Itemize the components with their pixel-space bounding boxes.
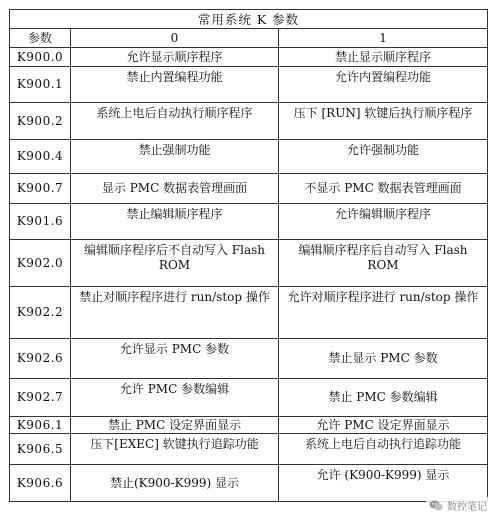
value-1-cell: 允许 (K900-K999) 显示 [279, 465, 488, 502]
table-row [10, 465, 488, 502]
value-0-cell: 禁止(K900-K999) 显示 [71, 465, 279, 502]
k-parameter-sheet [9, 9, 487, 502]
table-row [10, 287, 488, 339]
param-cell: K906.1 [10, 417, 71, 434]
k-parameter-table [9, 9, 488, 502]
value-1-cell: 允许 PMC 设定界面显示 [279, 417, 488, 434]
value-0-cell: 允许显示 PMC 参数 [71, 339, 279, 379]
value-0-cell: 压下[EXEC] 软键执行追踪功能 [71, 434, 279, 465]
value-1-cell: 系统上电后自动执行追踪功能 [279, 434, 488, 465]
value-0-cell: 禁止编辑顺序程序 [71, 204, 279, 240]
value-0-cell: 系统上电后自动执行顺序程序 [71, 103, 279, 140]
watermark [426, 497, 490, 514]
table-title: 常用系统 K 参数 [10, 10, 488, 29]
param-cell: K902.6 [10, 339, 71, 379]
value-1-cell: 允许强制功能 [279, 140, 488, 174]
header-value-0: 0 [71, 29, 279, 48]
table-row [10, 240, 488, 287]
table-row [10, 339, 488, 379]
param-cell: K900.0 [10, 48, 71, 67]
table-row [10, 204, 488, 240]
header-value-1: 1 [279, 29, 488, 48]
table-row [10, 48, 488, 67]
value-1-cell: 禁止显示 PMC 参数 [279, 339, 488, 379]
table-row [10, 434, 488, 465]
table-row [10, 417, 488, 434]
param-cell: K906.5 [10, 434, 71, 465]
param-cell: K902.2 [10, 287, 71, 339]
table-row [10, 103, 488, 140]
param-cell: K900.1 [10, 67, 71, 103]
wechat-icon [429, 500, 443, 511]
param-cell: K900.2 [10, 103, 71, 140]
value-1-cell: 编辑顺序程序后自动写入 Flash ROM [279, 240, 488, 287]
param-cell: K900.4 [10, 140, 71, 174]
table-row [10, 140, 488, 174]
watermark-text: 数控笔记 [447, 502, 487, 513]
value-0-cell: 禁止强制功能 [71, 140, 279, 174]
param-cell: K902.0 [10, 240, 71, 287]
value-0-cell: 禁止内置编程功能 [71, 67, 279, 103]
header-param: 参数 [10, 29, 71, 48]
value-1-cell: 不显示 PMC 数据表管理画面 [279, 174, 488, 204]
value-0-cell: 禁止对顺序程序进行 run/stop 操作 [71, 287, 279, 339]
table-header-row [10, 29, 488, 48]
table-row [10, 174, 488, 204]
param-cell: K906.6 [10, 465, 71, 502]
value-1-cell: 禁止显示顺序程序 [279, 48, 488, 67]
value-1-cell: 允许内置编程功能 [279, 67, 488, 103]
param-cell: K900.7 [10, 174, 71, 204]
value-0-cell: 编辑顺序程序后不自动写入 Flash ROM [71, 240, 279, 287]
table-row [10, 379, 488, 417]
value-1-cell: 允许编辑顺序程序 [279, 204, 488, 240]
param-cell: K901.6 [10, 204, 71, 240]
value-1-cell: 禁止 PMC 参数编辑 [279, 379, 488, 417]
param-cell: K902.7 [10, 379, 71, 417]
value-0-cell: 允许 PMC 参数编辑 [71, 379, 279, 417]
value-1-cell: 允许对顺序程序进行 run/stop 操作 [279, 287, 488, 339]
value-0-cell: 禁止 PMC 设定界面显示 [71, 417, 279, 434]
value-0-cell: 显示 PMC 数据表管理画面 [71, 174, 279, 204]
table-title-row [10, 10, 488, 29]
table-row [10, 67, 488, 103]
value-0-cell: 允许显示顺序程序 [71, 48, 279, 67]
value-1-cell: 压下 [RUN] 软键后执行顺序程序 [279, 103, 488, 140]
